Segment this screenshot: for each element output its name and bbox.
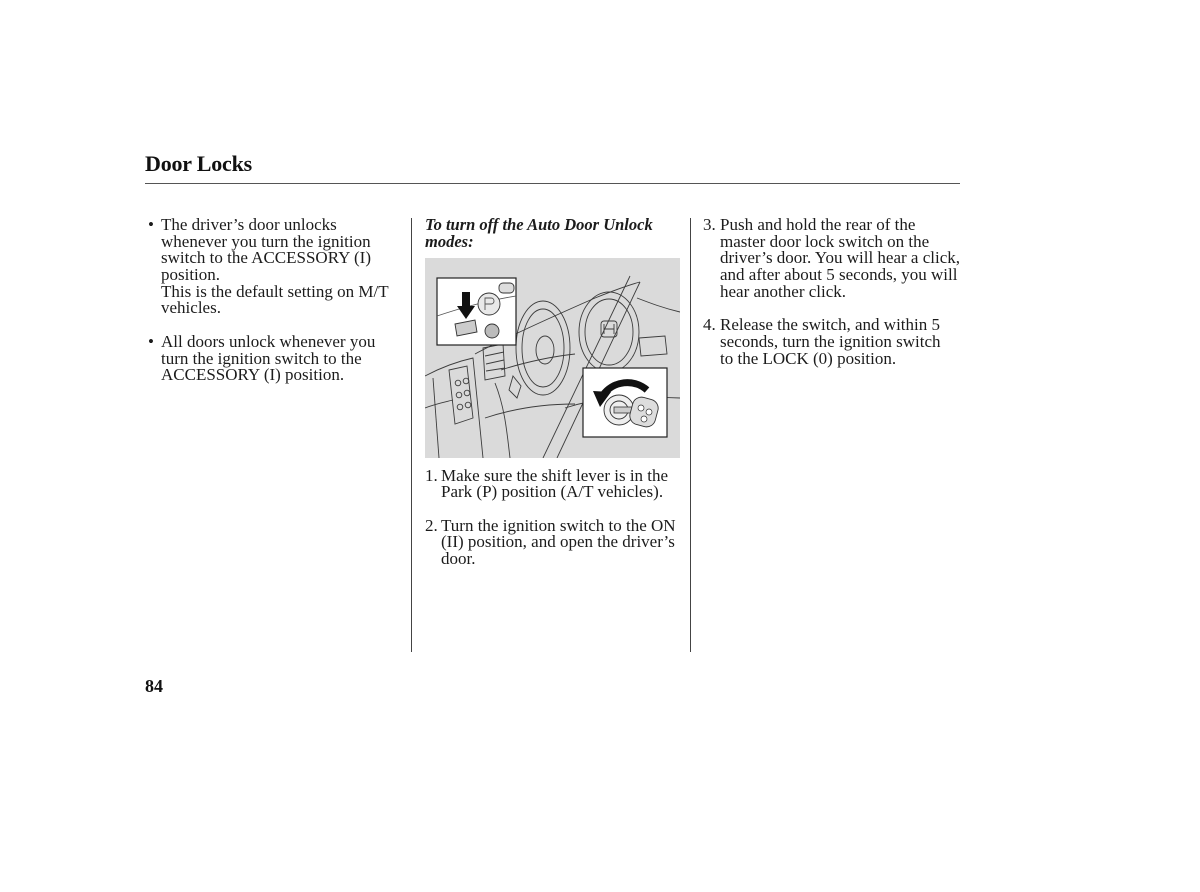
bullet: •	[148, 331, 154, 351]
page-number: 84	[145, 676, 163, 696]
column-divider-right	[690, 218, 691, 652]
door-switch-inset	[437, 278, 516, 345]
heading-line: modes:	[425, 231, 474, 251]
text-line: ACCESSORY (I) position.	[161, 365, 345, 385]
steps-list	[425, 465, 681, 568]
key-fob-button	[638, 405, 644, 411]
bullet-item	[148, 331, 403, 385]
bullet-text	[161, 217, 403, 317]
step-number: 1.	[425, 465, 438, 485]
step-number: 3.	[703, 215, 716, 234]
text-line: to the LOCK (0) position.	[720, 348, 897, 368]
step-item	[703, 317, 960, 367]
bullet-item	[148, 217, 403, 317]
step-item	[425, 465, 681, 502]
text-line: position.	[161, 265, 221, 285]
text-line: driver’s door. You will hear a click,	[720, 248, 961, 268]
key-fob-button	[646, 409, 652, 415]
text-line: Park (P) position (A/T vehicles).	[441, 482, 664, 502]
step-number: 4.	[703, 315, 716, 335]
step-text	[441, 465, 681, 502]
section-heading	[425, 217, 653, 250]
text-line: Turn the ignition switch to the ON	[441, 515, 676, 535]
step-text	[720, 217, 960, 300]
dashboard-figure	[425, 258, 680, 458]
column-divider-left	[411, 218, 412, 652]
heading-line: To turn off the Auto Door Unlock	[425, 215, 653, 234]
text-line: seconds, turn the ignition switch	[720, 331, 941, 351]
step-item	[703, 217, 960, 300]
text-line: and after about 5 seconds, you will	[720, 265, 958, 285]
text-line: whenever you turn the ignition	[161, 231, 371, 251]
text-line: switch to the ACCESSORY (I)	[161, 248, 371, 268]
text-line: (II) position, and open the driver’s	[441, 532, 675, 552]
text-line: This is the default setting on M/T	[161, 281, 389, 301]
text-line: Push and hold the rear of the	[720, 215, 916, 234]
text-line: All doors unlock whenever you	[161, 331, 376, 351]
text-line: Make sure the shift lever is in the	[441, 465, 669, 485]
text-line: hear another click.	[720, 281, 847, 301]
column-right	[703, 217, 960, 367]
page-title: Door Locks	[145, 151, 252, 176]
ignition-key-inset	[583, 368, 667, 437]
switch-button	[499, 283, 514, 293]
step-number: 2.	[425, 515, 438, 535]
step-text	[720, 317, 960, 367]
text-line: door.	[441, 548, 476, 568]
text-line: master door lock switch on the	[720, 231, 930, 251]
bullet-text	[161, 331, 403, 385]
text-line: Release the switch, and within 5	[720, 315, 941, 335]
column-left	[148, 217, 403, 384]
step-text	[441, 515, 681, 568]
mirror-knob	[485, 324, 499, 338]
key-fob-button	[641, 416, 647, 422]
bullet: •	[148, 215, 154, 234]
step-item	[425, 515, 681, 568]
text-line: The driver’s door unlocks	[161, 215, 337, 234]
dashboard-illustration	[425, 258, 680, 458]
text-line: turn the ignition switch to the	[161, 348, 362, 368]
text-line: vehicles.	[161, 298, 221, 318]
title-rule	[145, 183, 960, 184]
